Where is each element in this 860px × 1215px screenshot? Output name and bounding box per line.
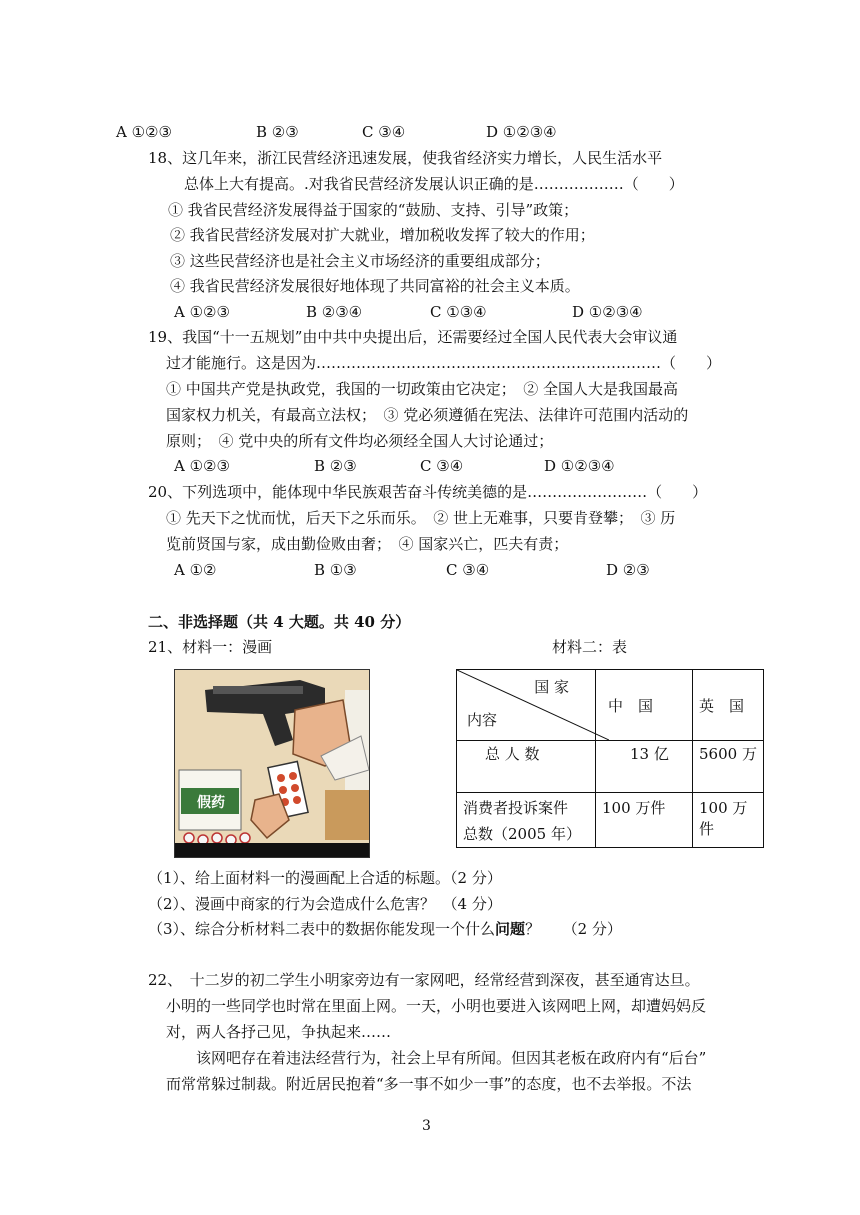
complaints-table: [456, 669, 764, 848]
q22-line3: 对，两人各抒己见，争执起来……: [166, 1023, 392, 1041]
table-row-complaints-label-line2: 总数（2005 年）: [463, 825, 581, 843]
table-row-complaints-label-line1: 消费者投诉案件: [463, 799, 569, 817]
q22-line2: 小明的一些同学也时常在里面上网。一天，小明也要进入该网吧上网，却遭妈妈反: [166, 997, 707, 1015]
page-number: 3: [422, 1118, 431, 1134]
cartoon-caption-strip: [175, 843, 369, 857]
q19-stem-line2: 过才能施行。这是因为……………………………………………………………（ ）: [166, 354, 722, 372]
q17-option-c: C ③④: [362, 123, 406, 141]
q19-option-d: D ①②③④: [544, 457, 615, 475]
q18-stem-line1: 18、这几年来，浙江民营经济迅速发展，使我省经济实力增长，人民生活水平: [148, 149, 663, 167]
q18-item-3: ③ 这些民营经济也是社会主义市场经济的重要组成部分；: [170, 252, 550, 270]
table-row-population-uk: 5600 万: [693, 741, 764, 793]
cartoon-fake-drug-label: 假药: [197, 795, 225, 811]
q21-sub3-points: ？ （2 分）: [525, 920, 622, 938]
q22-line1: 22、 十二岁的初二学生小明家旁边有一家网吧，经常经营到深夜，甚至通宵达旦。: [148, 971, 700, 989]
table-header-country: 国 家: [534, 678, 569, 696]
q19-items-line3: 原则； ④ 党中央的所有文件均必须经全国人大讨论通过；: [166, 432, 554, 450]
q18-item-4: ④ 我省民营经济发展很好地体现了共同富裕的社会主义本质。: [170, 277, 580, 295]
q18-option-a: A ①②③: [174, 303, 230, 321]
table-col-china: 中 国: [596, 670, 693, 741]
table-row-population-china: 13 亿: [596, 741, 693, 793]
table-corner-header: [457, 670, 596, 741]
q19-option-a: A ①②③: [174, 457, 230, 475]
q19-stem-line1: 19、我国“十一五规划”由中共中央提出后，还需要经过全国人民代表大会审议通: [148, 328, 678, 346]
q21-material1-label: 21、材料一：漫画: [148, 638, 273, 656]
q21-sub2: （2）、漫画中商家的行为会造成什么危害？ （4 分）: [148, 895, 502, 913]
q19-option-c: C ③④: [420, 457, 464, 475]
q21-material2-label: 材料二：表: [552, 638, 628, 656]
q18-item-1: ① 我省民营经济发展得益于国家的“鼓励、支持、引导”政策；: [168, 201, 579, 219]
table-row-complaints-china: 100 万件: [596, 793, 693, 848]
q17-option-b: B ②③: [256, 123, 299, 141]
table-row-population-label: 总 人 数: [457, 741, 596, 793]
q21-sub3-emphasis: 问题: [495, 920, 526, 938]
q18-option-d: D ①②③④: [572, 303, 643, 321]
q19-option-b: B ②③: [314, 457, 357, 475]
q22-line4: 该网吧存在着违法经营行为，社会上早有所闻。但因其老板在政府内有“后台”: [196, 1049, 707, 1067]
q18-option-b: B ②③④: [306, 303, 363, 321]
table-row-complaints-uk: 100 万件: [693, 793, 764, 848]
q20-option-d: D ②③: [606, 561, 650, 579]
q20-stem: 20、下列选项中，能体现中华民族艰苦奋斗传统美德的是……………………（ ）: [148, 483, 708, 501]
q20-items-line2: 览前贤国与家，成由勤俭败由奢； ④ 国家兴亡，匹夫有责；: [166, 535, 569, 553]
q20-option-b: B ①③: [314, 561, 357, 579]
q19-items-line2: 国家权力机关，有最高立法权； ③ 党必须遵循在宪法、法律许可范围内活动的: [166, 406, 689, 424]
table-header-content: 内容: [467, 711, 498, 729]
q21-sub1: （1）、给上面材料一的漫画配上合适的标题。（2 分）: [148, 869, 502, 887]
section-2-title: 二、非选择题（共 4 大题。共 40 分）: [148, 613, 411, 631]
q17-option-d: D ①②③④: [486, 123, 557, 141]
q18-option-c: C ①③④: [430, 303, 487, 321]
q18-stem-line2: 总体上大有提高。.对我省民营经济发展认识正确的是………………（ ）: [184, 175, 684, 193]
q21-sub3-text: （3）、综合分析材料二表中的数据你能发现一个什么: [148, 920, 496, 938]
q20-items-line1: ① 先天下之忧而忧，后天下之乐而乐。 ② 世上无难事，只要肯登攀； ③ 历: [166, 509, 676, 527]
table-row-complaints-label: [457, 793, 596, 848]
q22-line5: 而常常躲过制裁。附近居民抱着“多一事不如少一事”的态度，也不去举报。不法: [166, 1075, 692, 1093]
table-col-uk: 英 国: [693, 670, 764, 741]
q17-option-a: A ①②③: [116, 123, 172, 141]
q18-item-2: ② 我省民营经济发展对扩大就业，增加税收发挥了较大的作用；: [170, 226, 595, 244]
q21-sub3: [148, 919, 622, 939]
q19-items-line1: ① 中国共产党是执政党，我国的一切政策由它决定； ② 全国人大是我国最高: [166, 380, 679, 398]
cartoon-image: [174, 669, 370, 858]
q20-option-c: C ③④: [446, 561, 490, 579]
q20-option-a: A ①②: [174, 561, 217, 579]
